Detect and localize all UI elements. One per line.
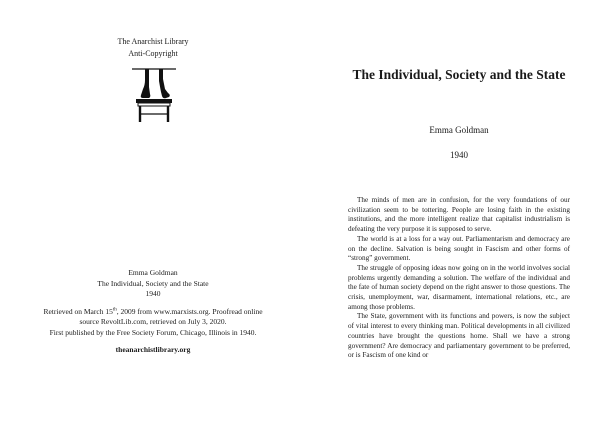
document-title: The Individual, Society and the State bbox=[352, 67, 566, 82]
colophon-title: The Individual, Society and the State bbox=[97, 278, 209, 288]
paragraph: The minds of men are in confusion, for the very foundations of our civilization seem to be tottering. People are losing faith in the existing institutions, and the more intelligent realize that capitalist industrialism is defeating the very purpose it is supposed to serve. bbox=[348, 196, 570, 234]
website-link[interactable]: theanarchistlibrary.org bbox=[115, 345, 191, 354]
retrieval-note: Retrieved on March 15th, 2009 from www.marxists.org. Proofread online source RevoltLib.com, retrieved on July 3, 2020. bbox=[43, 306, 263, 326]
document-year: 1940 bbox=[450, 150, 468, 160]
right-page bbox=[306, 0, 612, 434]
paragraph: The world is at a loss for a way out. Parliamentarism and democracy are on the decline. Salvation is being sought in Fascism and other forms of “strong” government. bbox=[348, 234, 570, 263]
body-text bbox=[348, 196, 570, 361]
library-header bbox=[0, 36, 306, 60]
paragraph: The State, government with its functions and powers, is now the subject of vital interest to every thinking man. Political developments in all civilized countries have brought the questions home. Shall we have a strong government? Are democracy and parliamentary government to be preferred, or is Fascism of one kind or bbox=[348, 312, 570, 360]
publication-note: First published by the Free Society Forum, Chicago, Illinois in 1940. bbox=[49, 327, 257, 337]
anarchist-library-logo-icon bbox=[128, 66, 180, 124]
copyright-notice: Anti-Copyright bbox=[128, 49, 178, 58]
colophon bbox=[40, 268, 266, 356]
document-author: Emma Goldman bbox=[429, 125, 489, 135]
colophon-year: 1940 bbox=[145, 289, 161, 298]
colophon-author: Emma Goldman bbox=[128, 268, 178, 277]
paragraph: The struggle of opposing ideas now going on in the world involves social problems urgently demanding a solution. The welfare of the individual and the fate of human society depend on the right answer to those questions. The crisis, unemployment, war, disarmament, international relations, etc., are among those problems. bbox=[348, 263, 570, 311]
library-name: The Anarchist Library bbox=[117, 37, 189, 46]
